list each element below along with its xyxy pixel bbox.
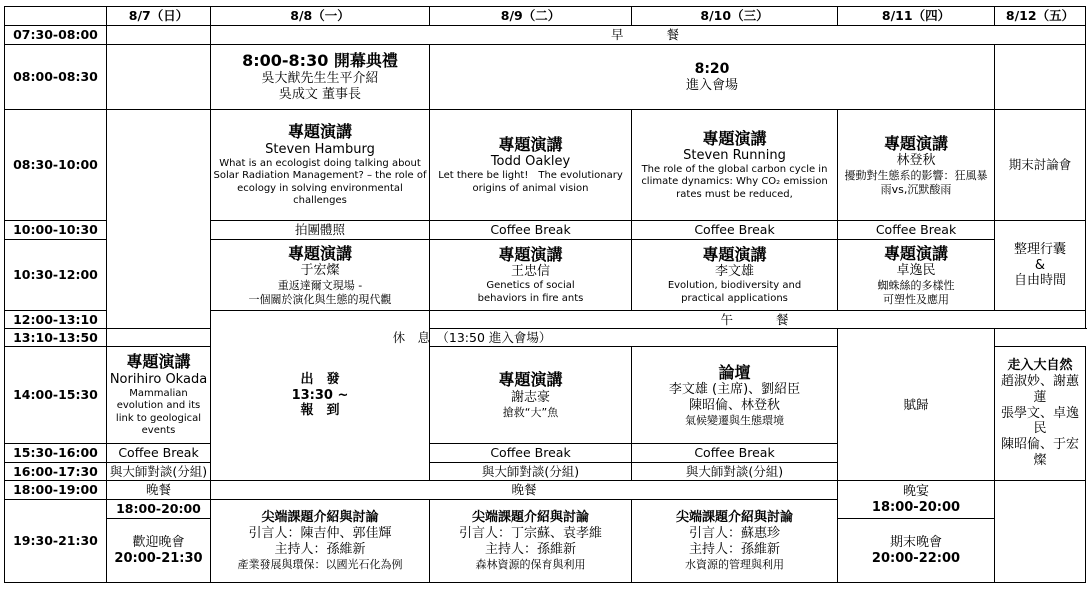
header-day-8-10: 8/10（三） [632, 7, 838, 26]
talk-cell [430, 347, 632, 444]
header-day-8-11: 8/11（四） [838, 7, 995, 26]
evening-title: 尖端課題介紹與討論 [261, 510, 379, 526]
master-dialogue-cell: 與大師對談(分組) [430, 463, 632, 481]
time-slot: 10:30-12:00 [5, 240, 107, 311]
banquet-time: 18:00-20:00 [871, 499, 961, 515]
time-slot: 12:00-13:10 [5, 311, 107, 329]
nature-title: 走入大自然 [1007, 357, 1073, 373]
talk-desc: The role of the global carbon cycle in climate dynamics: Why CO₂ emission rates must be reduced, [641, 163, 828, 200]
time-slot: 13:10-13:50 [5, 329, 107, 347]
talk-speaker: Norihiro Okada [109, 371, 208, 387]
evening-session-cell [632, 500, 838, 583]
coffee-break-cell: Coffee Break [632, 444, 838, 463]
banquet-cell [838, 481, 995, 519]
talk-title: 專題演講 [883, 133, 948, 153]
time-slot: 08:00-08:30 [5, 45, 107, 110]
welcome-party-time: 20:00-21:30 [114, 550, 203, 566]
welcome-party-label: 歡迎晚會 [132, 534, 185, 550]
talk-cell [838, 240, 995, 311]
talk-desc: 重返達爾文現場 - [277, 278, 363, 292]
coffee-break-cell: Coffee Break [838, 221, 995, 240]
group-photo-cell: 拍團體照 [211, 221, 430, 240]
talk-speaker: 謝志豪 [510, 389, 550, 405]
entry-time: 8:20 [694, 60, 730, 77]
rest-cell: 休 息 （13:50 進入會場） [107, 329, 838, 347]
empty-cell [995, 481, 1086, 583]
talk-speaker: 卓逸民 [896, 263, 936, 279]
talk-speaker: 李文雄 [714, 264, 754, 280]
forum-line: 李文雄 (主席)、劉紹臣 [668, 382, 801, 398]
coffee-break-cell: Coffee Break [632, 221, 838, 240]
talk-cell [632, 110, 838, 221]
depart-line: 報 到 [300, 403, 340, 419]
talk-desc: Evolution, biodiversity and [667, 280, 802, 292]
talk-speaker: 于宏燦 [300, 263, 340, 279]
talk-title: 專題演講 [702, 128, 767, 148]
talk-desc: 一個關於演化與生態的現代觀 [248, 292, 392, 306]
opening-title: 8:00-8:30 開幕典禮 [242, 51, 398, 71]
talk-speaker: Todd Oakley [490, 154, 571, 170]
talk-speaker: 林登秋 [896, 153, 936, 169]
time-slot: 16:00-17:30 [5, 463, 107, 481]
master-dialogue-cell: 與大師對談(分組) [632, 463, 838, 481]
evening-session-cell [430, 500, 632, 583]
talk-cell [211, 240, 430, 311]
talk-cell [430, 110, 632, 221]
nature-cell [995, 347, 1086, 481]
evening-session-cell [211, 500, 430, 583]
time-slot: 10:00-10:30 [5, 221, 107, 240]
empty-cell [995, 45, 1086, 110]
dinner-time-cell: 18:00-20:00 [107, 500, 211, 519]
evening-topic: 水資源的管理與利用 [685, 557, 784, 571]
evening-host: 主持人：孫維新 [484, 542, 576, 558]
talk-title: 專題演講 [498, 244, 563, 264]
coffee-break-cell: Coffee Break [107, 444, 211, 463]
lunch-cell [430, 311, 1086, 329]
schedule-table [4, 6, 1086, 583]
talk-cell [838, 110, 995, 221]
time-slot: 18:00-19:00 [5, 481, 107, 500]
evening-title: 尖端課題介紹與討論 [471, 510, 589, 526]
entry-cell [430, 45, 995, 110]
header-corner [5, 7, 107, 26]
opening-ceremony-cell [211, 45, 430, 110]
breakfast-cell [211, 26, 1086, 45]
nature-line: 趙淑妙、謝蕙蓮 [1000, 373, 1079, 405]
talk-title: 專題演講 [702, 244, 767, 264]
talk-desc: Genetics of social [486, 280, 575, 292]
talk-title: 專題演講 [498, 134, 563, 154]
talk-cell [211, 110, 430, 221]
forum-title: 論壇 [718, 362, 751, 382]
talk-desc: behaviors in fire ants [477, 292, 584, 304]
time-slot: 14:00-15:30 [5, 347, 107, 444]
talk-speaker: 王忠信 [510, 264, 550, 280]
talk-title: 專題演講 [287, 243, 352, 263]
evening-topic: 森林資源的保育與利用 [475, 557, 586, 571]
talk-speaker: Steven Hamburg [265, 141, 375, 157]
breakfast-label: 早 餐 [610, 27, 685, 43]
coffee-break-cell: Coffee Break [430, 444, 632, 463]
coffee-break-cell: Coffee Break [430, 221, 632, 240]
evening-topic: 產業發展與環保：以國光石化為例 [237, 557, 403, 571]
talk-desc: practical applications [681, 292, 788, 304]
talk-title: 專題演講 [883, 243, 948, 263]
packing-line: 自由時間 [1013, 273, 1066, 289]
talk-cell [430, 240, 632, 311]
lunch-label: 午 餐 [720, 311, 795, 327]
header-day-8-8: 8/8（一） [211, 7, 430, 26]
talk-cell [107, 347, 211, 444]
master-dialogue-cell: 與大師對談(分組) [107, 463, 211, 481]
evening-host: 主持人：孫維新 [274, 542, 366, 558]
nature-line: 張學文、卓逸民 [1000, 405, 1079, 437]
return-home-cell: 賦歸 [838, 329, 995, 481]
forum-topic: 氣候變遷與生態環境 [685, 413, 784, 427]
header-day-8-7: 8/7（日） [107, 7, 211, 26]
time-slot: 08:30-10:00 [5, 110, 107, 221]
evening-host: 主持人：孫維新 [688, 542, 780, 558]
talk-desc: Let there be light! The evolutionary origins of animal vision [438, 170, 623, 194]
final-discussion-cell: 期末討論會 [995, 110, 1086, 221]
talk-cell [632, 240, 838, 311]
forum-cell [632, 347, 838, 444]
entry-text: 進入會場 [685, 77, 738, 93]
header-row [5, 7, 1086, 26]
header-day-8-9: 8/9（二） [430, 7, 632, 26]
time-slot: 19:30-21:30 [5, 500, 107, 583]
packing-line: 整理行囊 [1013, 241, 1066, 257]
depart-line: 出 發 [300, 371, 340, 387]
evening-title: 尖端課題介紹與討論 [675, 510, 793, 526]
talk-desc: 搶救“大”魚 [502, 405, 559, 419]
evening-intro: 引言人：蘇惠珍 [688, 526, 780, 542]
header-day-8-12: 8/12（五） [995, 7, 1086, 26]
nature-line: 陳昭倫、于宏燦 [1000, 437, 1079, 469]
dinner-cell: 晚餐 [211, 481, 838, 500]
empty-cell [107, 26, 211, 45]
talk-speaker: Steven Running [683, 148, 786, 164]
opening-line: 吳大猷先生生平介紹 [261, 70, 379, 86]
banquet-label: 晚宴 [902, 483, 929, 499]
packing-line: & [1034, 257, 1046, 273]
talk-desc: 擾動對生態系的影響：狂風暴雨vs,沉默酸雨 [844, 168, 988, 196]
time-slot: 15:30-16:00 [5, 444, 107, 463]
final-party-label: 期末晚會 [889, 534, 942, 550]
talk-title: 專題演講 [126, 352, 191, 372]
talk-desc: 可塑性及應用 [883, 292, 949, 306]
time-slot: 07:30-08:00 [5, 26, 107, 45]
packing-cell [995, 221, 1086, 311]
empty-cell [107, 110, 211, 329]
talk-desc: What is an ecologist doing talking about Solar Radiation Management? – the role of ecology in solving environmental challenges [213, 157, 427, 207]
dinner-cell: 晚餐 [107, 481, 211, 500]
empty-cell [107, 45, 211, 110]
opening-line: 吳成文 董事長 [278, 86, 362, 102]
evening-intro: 引言人：陳吉仲、郭佳輝 [248, 526, 392, 542]
depart-line: 13:30 ~ [291, 387, 349, 403]
forum-line: 陳昭倫、林登秋 [688, 397, 780, 413]
talk-desc: 蜘蛛絲的多樣性 [877, 278, 955, 292]
talk-title: 專題演講 [287, 122, 352, 142]
final-party-cell [838, 519, 995, 583]
evening-intro: 引言人：丁宗蘇、袁孝維 [458, 526, 602, 542]
welcome-party-cell [107, 519, 211, 583]
talk-title: 專題演講 [498, 370, 563, 390]
final-party-time: 20:00-22:00 [871, 550, 961, 566]
talk-desc: Mammalian evolution and its link to geological events [115, 387, 202, 437]
